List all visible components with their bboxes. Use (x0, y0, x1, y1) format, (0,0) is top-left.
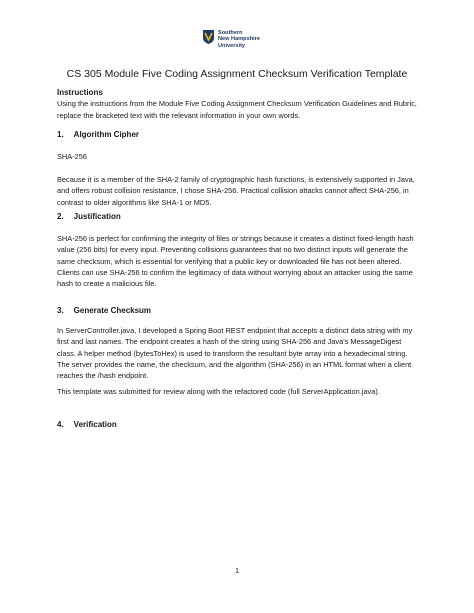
section-heading-2 (57, 212, 121, 221)
logo-line-2: New Hampshire (218, 36, 260, 43)
section-number: 3. (57, 306, 64, 315)
section-1-para-1: SHA-256 (57, 152, 87, 161)
section-heading-3 (57, 306, 151, 315)
section-2-para-1: SHA-256 is perfect for confirming the integrity of files or strings because it creates a distinct fixed-length hash value (256 bits) for every input. Preventing collisions guarantees that no two distinct inputs will generate the same checksum, which is essential for verifying that a public key or downloaded file has not been altered. Clients can use SHA-256 to confirm the legitimacy of data without worrying about an attacker using the same hash to create a malicious file. (57, 234, 414, 289)
section-number: 4. (57, 420, 64, 429)
shield-logo-icon (203, 30, 214, 44)
logo-line-3: University (218, 42, 246, 49)
section-3-para-2: This template was submitted for review along with the refactored code (full ServerApplication.java). (57, 387, 380, 396)
university-logo (203, 30, 260, 49)
section-3-para-1: In ServerController.java, I developed a Spring Boot REST endpoint that accepts a distinct data string with my first and last names. The endpoint creates a hash of the string using SHA-256 and Java's MessageDigest class. A helper method (bytesToHex) is used to transform the resultant byte array into a hexadecimal string. The server provides the name, the checksum, and the algorithm (SHA-256) in an HTML format when a client reaches the /hash endpoint. (57, 326, 413, 381)
section-heading-4 (57, 420, 117, 429)
document-title: CS 305 Module Five Coding Assignment Checksum Verification Template (66, 68, 408, 80)
instructions-heading: Instructions (57, 88, 103, 97)
section-title: Verification (73, 420, 117, 429)
logo-line-1: Southern (218, 30, 243, 36)
section-title: Algorithm Cipher (73, 130, 140, 139)
section-1-para-2: Because it is a member of the SHA-2 family of cryptographic hash functions, is extensively supported in Java, and offers robust collision resistance, I chose SHA-256. Practical collision attacks cannot affect SHA-256, in contrast to older algorithms like SHA-1 or MD5. (57, 175, 415, 207)
section-number: 2. (57, 212, 64, 221)
section-heading-1 (57, 130, 139, 139)
instructions-block (57, 87, 417, 121)
section-number: 1. (57, 130, 64, 139)
page-number: 1 (234, 566, 240, 575)
instructions-body: Using the instructions from the Module Five Coding Assignment Checksum Verification Guidelines and Rubric, replace the bracketed text with the relevant information in your own words. (57, 99, 417, 120)
section-title: Generate Checksum (73, 306, 152, 315)
section-title: Justification (73, 212, 121, 221)
